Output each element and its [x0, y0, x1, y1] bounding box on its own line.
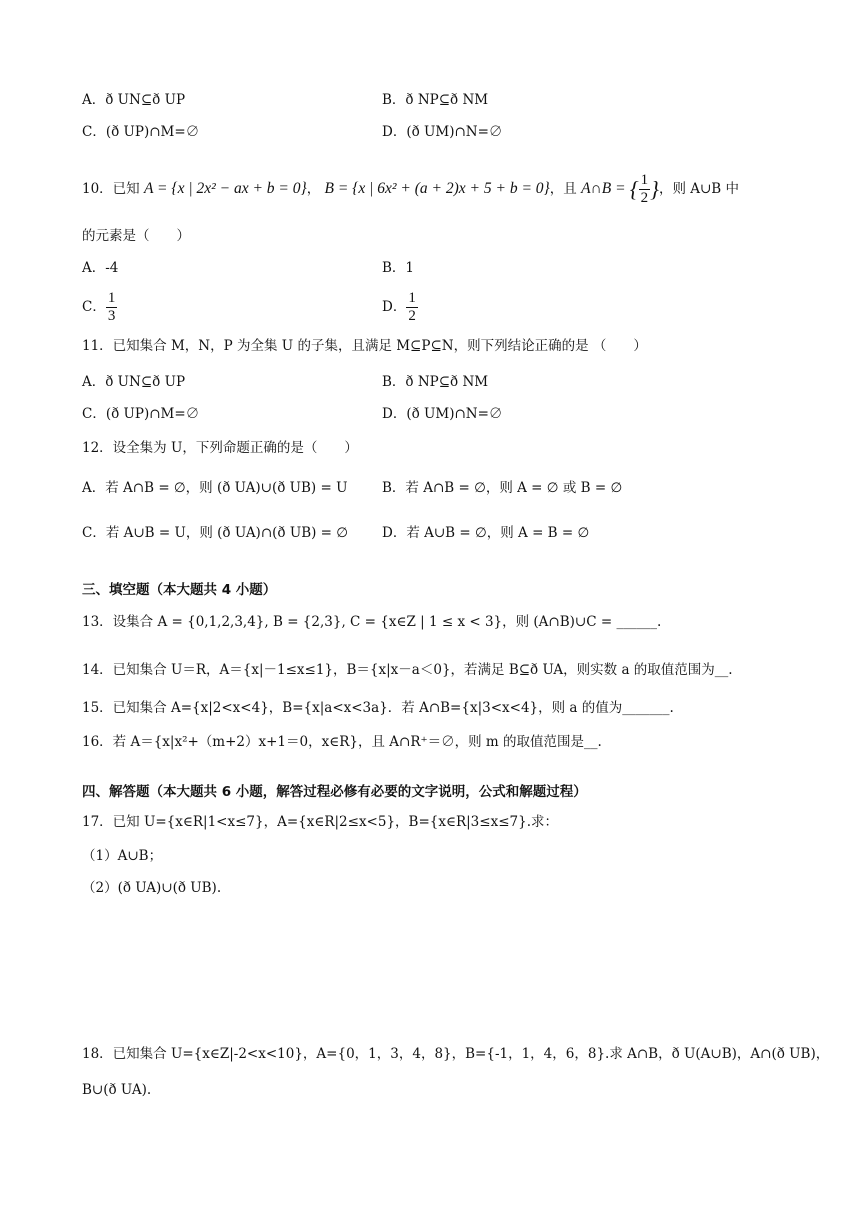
- q11-option-a: A．ð UN⊆ð UP: [82, 374, 186, 390]
- q10-cond-prefix: ，且: [549, 181, 577, 197]
- q10-frac-den: 2: [640, 190, 649, 206]
- q10-set-b: B = {x | 6x² + (a + 2)x + 5 + b = 0}: [324, 180, 550, 197]
- q13-text: 13．设集合 A = {0,1,2,3,4}, B = {2,3}, C = {x∈Z | 1 ≤ x < 3}，则 (A∩B)∪C = ______.: [82, 614, 662, 630]
- section-3-heading: 三、填空题（本大题共 4 小题）: [82, 582, 277, 598]
- q10-option-c: [82, 290, 117, 325]
- q10-prefix: 10．已知: [82, 181, 140, 197]
- q11-option-b: B．ð NP⊆ð NM: [382, 374, 489, 390]
- q10-option-c-label: C．: [82, 299, 106, 315]
- q18-line-2: B∪(ð UA).: [82, 1082, 152, 1098]
- q10-option-d-label: D．: [382, 299, 407, 315]
- q10-set-a: A = {x | 2x² − ax + b = 0}: [143, 180, 307, 197]
- q11-stem: 11．已知集合 M，N，P 为全集 U 的子集，且满足 M⊆P⊆N，则下列结论正确的是 （ ）: [82, 338, 647, 354]
- q9-option-a: A．ð UN⊆ð UP: [82, 92, 186, 108]
- q10-d-num: 1: [408, 290, 416, 306]
- q12-stem: 12．设全集为 U，下列命题正确的是（ ）: [82, 440, 358, 456]
- q10-suffix: ，则 A∪B 中: [658, 181, 740, 197]
- q10-option-d: [382, 290, 418, 325]
- q10-option-a: A．-4: [82, 260, 119, 276]
- q17-part-2: （2）(ð UA)∪(ð UB).: [82, 880, 222, 896]
- q10-brace-open: {: [629, 176, 639, 202]
- q10-c-den: 3: [107, 308, 116, 324]
- q17-part-1: （1）A∪B；: [82, 848, 163, 864]
- q9-option-b: B．ð NP⊆ð NM: [382, 92, 489, 108]
- q11-option-c: C．(ð UP)∩M=∅: [82, 406, 200, 422]
- q10-fraction: [639, 172, 651, 207]
- q10-d-den: 2: [408, 308, 416, 324]
- q12-option-c: C．若 A∪B = U，则 (ð UA)∩(ð UB) = ∅: [82, 525, 349, 541]
- q18-line-1: 18．已知集合 U={x∈Z|-2<x<10}，A={0，1，3，4，8}，B={-1，1，4，6，8}.求 A∩B，ð U(A∪B)，A∩(ð UB)，: [82, 1046, 830, 1062]
- q17-stem: 17．已知 U={x∈R|1<x≤7}，A={x∈R|2≤x<5}，B={x∈R|3≤x≤7}.求：: [82, 814, 558, 830]
- q16-text: 16．若 A＝{x|x²+（m+2）x+1＝0，x∈R}，且 A∩R⁺＝∅，则 m 的取值范围是__.: [82, 734, 602, 750]
- q10-stem-line2: 的元素是（ ）: [82, 228, 190, 244]
- q15-text: 15．已知集合 A={x|2<x<4}，B={x|a<x<3a}．若 A∩B={x|3<x<4}，则 a 的值为_______.: [82, 700, 674, 716]
- q9-option-d: D．(ð UM)∩N=∅: [382, 124, 503, 140]
- q10-option-d-frac: [406, 290, 418, 325]
- q10-stem: [82, 172, 739, 207]
- q11-option-d: D．(ð UM)∩N=∅: [382, 406, 503, 422]
- q10-cond: A∩B =: [581, 180, 626, 197]
- q10-brace-close: }: [650, 176, 659, 202]
- q10-c-num: 1: [107, 290, 116, 306]
- q10-frac-num: 1: [640, 172, 649, 188]
- q14-text: 14．已知集合 U＝R，A＝{x|－1≤x≤1}，B＝{x|x－a＜0}，若满足 B⊆ð UA，则实数 a 的取值范围为__.: [82, 662, 733, 678]
- q10-option-b: B．1: [382, 260, 415, 276]
- q10-sep: ，: [306, 181, 321, 197]
- q10-option-c-frac: [106, 290, 118, 325]
- section-4-heading: 四、解答题（本大题共 6 小题，解答过程必修有必要的文字说明，公式和解题过程）: [82, 784, 587, 800]
- q9-option-c: C．(ð UP)∩M=∅: [82, 124, 200, 140]
- q12-option-d: D．若 A∪B = ∅，则 A = B = ∅: [382, 525, 590, 541]
- q12-option-a: A．若 A∩B = ∅，则 (ð UA)∪(ð UB) = U: [82, 480, 348, 496]
- q12-option-b: B．若 A∩B = ∅，则 A = ∅ 或 B = ∅: [382, 480, 623, 496]
